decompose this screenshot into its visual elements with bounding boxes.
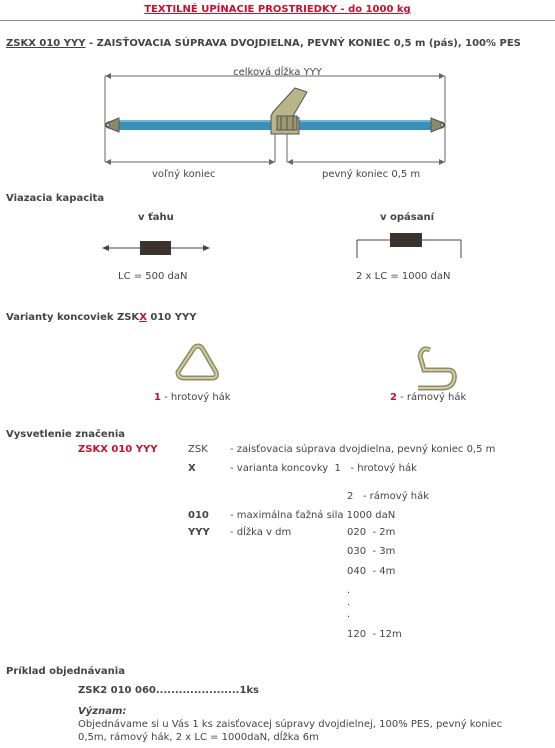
page-title: TEXTILNÉ UPÍNACIE PROSTRIEDKY - do 1000 kg [144,4,411,15]
product-code: ZSKX 010 YYY [6,38,86,49]
order-example: ZSK2 010 060......................1ks [78,685,260,696]
total-length-label: celková dĺžka YYY [233,67,322,78]
pointed-hook-icon [170,342,222,386]
variants-heading-suffix: 010 YYY [146,312,197,323]
legend-desc-variant2: 2 - rámový hák [347,491,430,502]
legend-heading: Vysvetlenie značenia [6,429,126,440]
order-heading: Príklad objednávania [6,666,125,677]
legend-desc-010: - maximálna ťažná sila 1000 daN [230,510,396,521]
length-option: 030 - 3m [347,546,396,557]
product-description: - ZAISŤOVACIA SÚPRAVA DVOJDIELNA, PEVNÝ KONIEC 0,5 m (pás), 100% PES [85,38,521,49]
length-ellipsis: . [347,585,351,596]
pull-value: LC = 500 daN [118,271,188,282]
variants-heading [6,312,196,323]
frame-hook-icon [408,342,462,392]
legend-key-010: 010 [188,510,209,521]
length-ellipsis: . [347,609,351,620]
fixed-end-label: pevný koniec 0,5 m [322,169,421,180]
meaning-text: Objednávame si u Vás 1 ks zaisťovacej súpravy dvojdielnej, 100% PES, pevný koniec 0,5m, rámový hák, 2 x LC = 1000daN, dĺžka 6m [78,719,503,743]
meaning-label: Význam: [78,706,127,717]
legend-key-zsk: ZSK [188,444,208,455]
product-heading [6,38,521,49]
loose-end-label: voľný koniec [152,169,216,180]
variant-2-text: - rámový hák [396,392,467,403]
variant-2-number: 2 [390,392,397,403]
variant-1-text: - hrotový hák [160,392,231,403]
binding-heading: Viazacia kapacita [6,193,105,204]
pull-title: v ťahu [138,212,174,223]
length-option: 120 - 12m [347,629,402,640]
legend-code: ZSKX 010 YYY [78,444,158,455]
variants-heading-prefix: Varianty koncoviek ZSK [6,312,140,323]
divider [0,20,555,21]
legend-desc-yyy: - dĺžka v dm [230,527,292,538]
variant-2-label [390,392,466,403]
wrap-value: 2 x LC = 1000 daN [356,271,451,282]
length-ellipsis: . [347,597,351,608]
variant-1-label [154,392,231,403]
variant-1-number: 1 [154,392,161,403]
legend-desc-x: - varianta koncovky 1 - hrotový hák [230,463,417,474]
variants-heading-x: X [139,312,147,323]
pull-diagram [100,236,212,260]
length-option: 020 - 2m [347,527,396,538]
legend-key-yyy: YYY [188,527,210,538]
legend-desc-zsk: - zaisťovacia súprava dvojdielna, pevný koniec 0,5 m [230,444,496,455]
wrap-title: v opásaní [380,212,435,223]
length-option: 040 - 4m [347,566,396,577]
wrap-diagram [355,230,465,260]
legend-key-x: X [188,463,196,474]
